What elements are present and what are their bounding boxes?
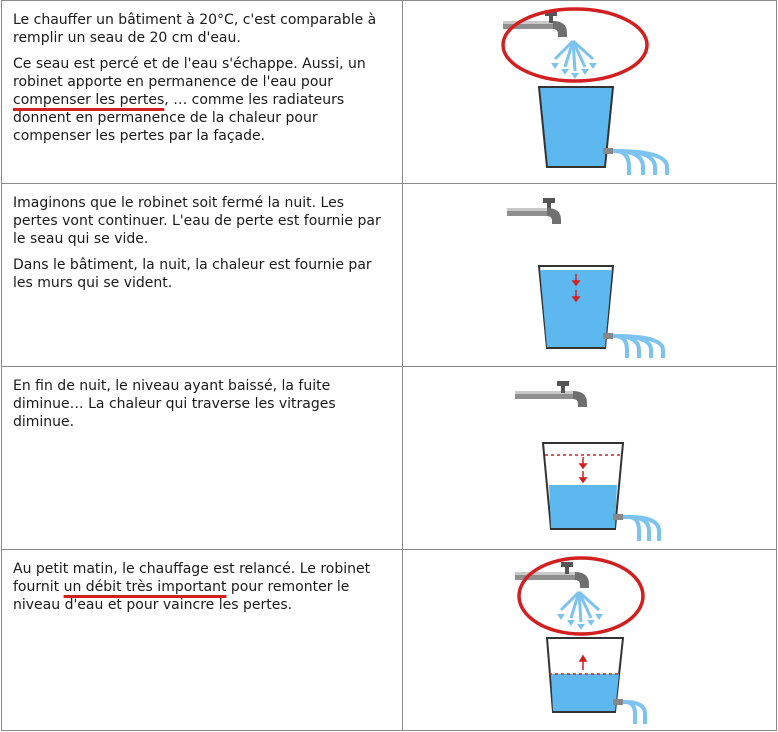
bucket-illustration [403,1,776,183]
paragraph-text: pour remonter le niveau d'eau et pour vaincre les pertes. [13,579,350,613]
paragraph-text: , … comme les radiateurs donnent en permanence de la chaleur pour compenser les pertes par la façade. [13,92,345,144]
text-cell [2,184,403,367]
bucket-illustration [403,367,776,549]
tap-icon [515,381,587,407]
table-row [2,1,777,184]
water-flow-icon [561,592,599,622]
illustration-cell [403,367,777,550]
text-cell [2,367,403,550]
table-row [2,184,777,367]
explanation-table [1,0,777,731]
bucket-illustration [403,184,776,366]
bucket-icon [543,443,623,529]
illustration-cell [403,184,777,367]
paragraph [13,55,392,145]
paragraph: Dans le bâtiment, la nuit, la chaleur est fournie par les murs qui se vident. [13,257,372,291]
bucket-illustration [403,550,776,730]
underlined-phrase: un débit très important [63,579,227,595]
tap-icon [515,562,589,588]
leak-arrows-icon [605,151,667,175]
water-flow-icon [555,41,593,71]
text-cell [2,1,403,184]
level-up-arrow-icon [580,656,586,670]
paragraph-text: Ce seau est percé et de l'eau s'échappe. Aussi, un robinet apporte en permanence de l'eau pour [13,56,366,90]
tap-icon [507,198,561,224]
text-cell [2,550,403,731]
underlined-phrase: compenser les pertes [13,92,165,108]
paragraph-text: Au petit matin, le chauffage est relancé. Le robinet fournit [13,561,371,595]
leak-arrows-icon [615,517,659,541]
paragraph: En fin de nuit, le niveau ayant baissé, la fuite diminue… La chaleur qui traverse les vitrages diminue. [13,378,336,430]
illustration-cell [403,1,777,184]
paragraph: Imaginons que le robinet soit fermé la nuit. Les pertes vont continuer. L'eau de perte est fournie par le seau qui se vide. [13,195,381,247]
bucket-icon [539,87,613,167]
paragraph [13,560,392,614]
bucket-icon [547,638,623,712]
table-row [2,367,777,550]
paragraph: Le chauffer un bâtiment à 20°C, c'est comparable à remplir un seau de 20 cm d'eau. [13,12,377,46]
leak-arrows-icon [615,702,645,724]
table-row [2,550,777,731]
level-down-arrows-icon [580,457,586,482]
leak-arrows-icon [605,336,663,358]
illustration-cell [403,550,777,731]
